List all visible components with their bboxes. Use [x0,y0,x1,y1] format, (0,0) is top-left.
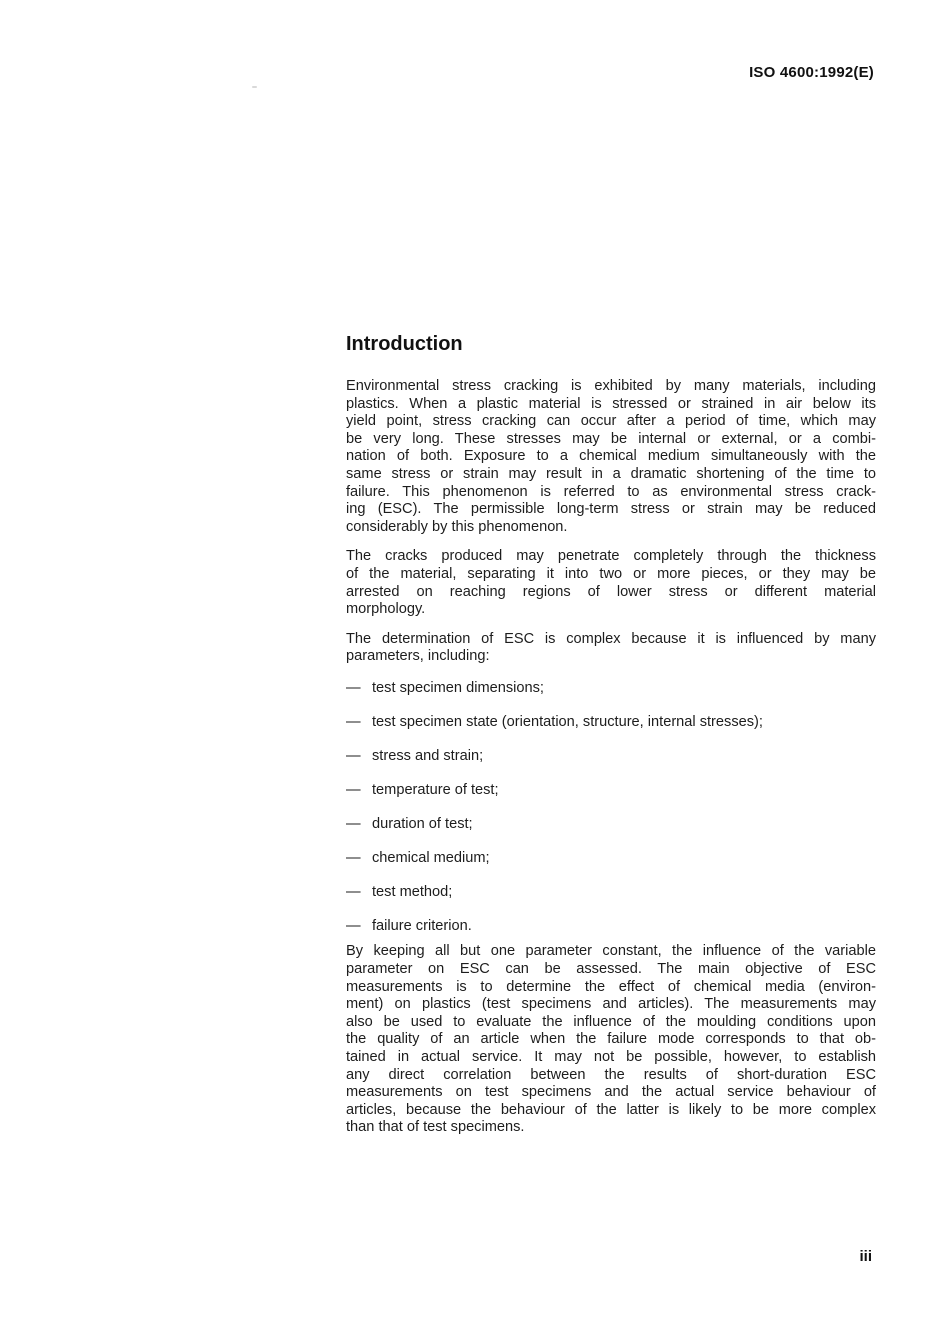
text-line: considerably by this phenomenon. [346,518,568,535]
text-line: arrested on reaching regions of lower stress or different material [346,583,876,600]
dash-bullet: — [346,679,361,696]
page-number: iii [859,1248,872,1265]
text-line: Environmental stress cracking is exhibited by many materials, including [346,378,876,394]
list-item-text: test specimen state (orientation, structure, internal stresses); [372,713,763,730]
list-item-text: duration of test; [372,815,473,832]
text-line: also be used to evaluate the influence of the moulding conditions upon [346,1013,876,1030]
text-line: same stress or strain may result in a dramatic shortening of the time to [346,465,876,482]
text-line: measurements on test specimens and the actual service behaviour of [346,1084,876,1101]
paragraph-keeping-parameters [346,943,876,1137]
paragraph-esc-overview [346,378,876,536]
list-item [346,748,876,766]
dash-bullet: — [346,815,361,832]
dash-bullet: — [346,747,361,764]
text-line: nation of both. Exposure to a chemical medium simultaneously with the [346,448,876,465]
paragraph-cracks-produced [346,548,876,618]
text-line: articles, because the behaviour of the latter is likely to be more complex [346,1101,876,1118]
text-line: any direct correlation between the results of short-duration ESC [346,1066,876,1083]
text-line: measurements is to determine the effect of chemical media (environ- [346,978,876,995]
text-line: of the material, separating it into two or more pieces, or they may be [346,565,876,582]
text-line: than that of test specimens. [346,1119,525,1136]
text-line: be very long. These stresses may be internal or external, or a combi- [346,430,876,447]
text-line: The determination of ESC is complex because it is influenced by many [346,630,876,647]
text-line: yield point, stress cracking can occur after a period of time, which may [346,413,876,430]
page-content [346,332,876,1149]
dash-bullet: — [346,917,361,934]
list-item [346,782,876,800]
list-item-text: stress and strain; [372,747,484,764]
dash-bullet: — [346,849,361,866]
list-item [346,714,876,732]
dash-bullet: — [346,883,361,900]
text-line: ment) on plastics (test specimens and articles). The measurements may [346,996,876,1013]
text-line: parameter on ESC can be assessed. The main objective of ESC [346,960,876,977]
list-item [346,884,876,902]
scan-artifact-dot [252,86,257,88]
text-line: tained in actual service. It may not be possible, however, to establish [346,1048,876,1065]
list-item-text: failure criterion. [372,917,472,934]
document-reference-header: ISO 4600:1992(E) [749,64,874,81]
paragraph-determination-complex [346,631,876,666]
text-line: failure. This phenomenon is referred to as environmental stress crack- [346,483,876,500]
list-item-text: test specimen dimensions; [372,679,544,696]
text-line: morphology. [346,601,426,618]
list-item [346,680,876,698]
dash-bullet: — [346,781,361,798]
parameters-list [346,680,876,935]
text-line: parameters, including: [346,648,490,665]
text-line: the quality of an article when the failure mode corresponds to that ob- [346,1031,876,1048]
text-line: The cracks produced may penetrate completely through the thickness [346,548,876,565]
dash-bullet: — [346,713,361,730]
list-item-text: temperature of test; [372,781,499,798]
list-item [346,816,876,834]
list-item-text: test method; [372,883,453,900]
text-line: ing (ESC). The permissible long-term stress or strain may be reduced [346,501,876,518]
list-item [346,850,876,868]
list-item-text: chemical medium; [372,849,490,866]
list-item [346,918,876,936]
section-title: Introduction [346,333,463,355]
text-line: By keeping all but one parameter constant, the influence of the variable [346,943,876,960]
text-line: plastics. When a plastic material is stressed or strained in air below its [346,395,876,412]
